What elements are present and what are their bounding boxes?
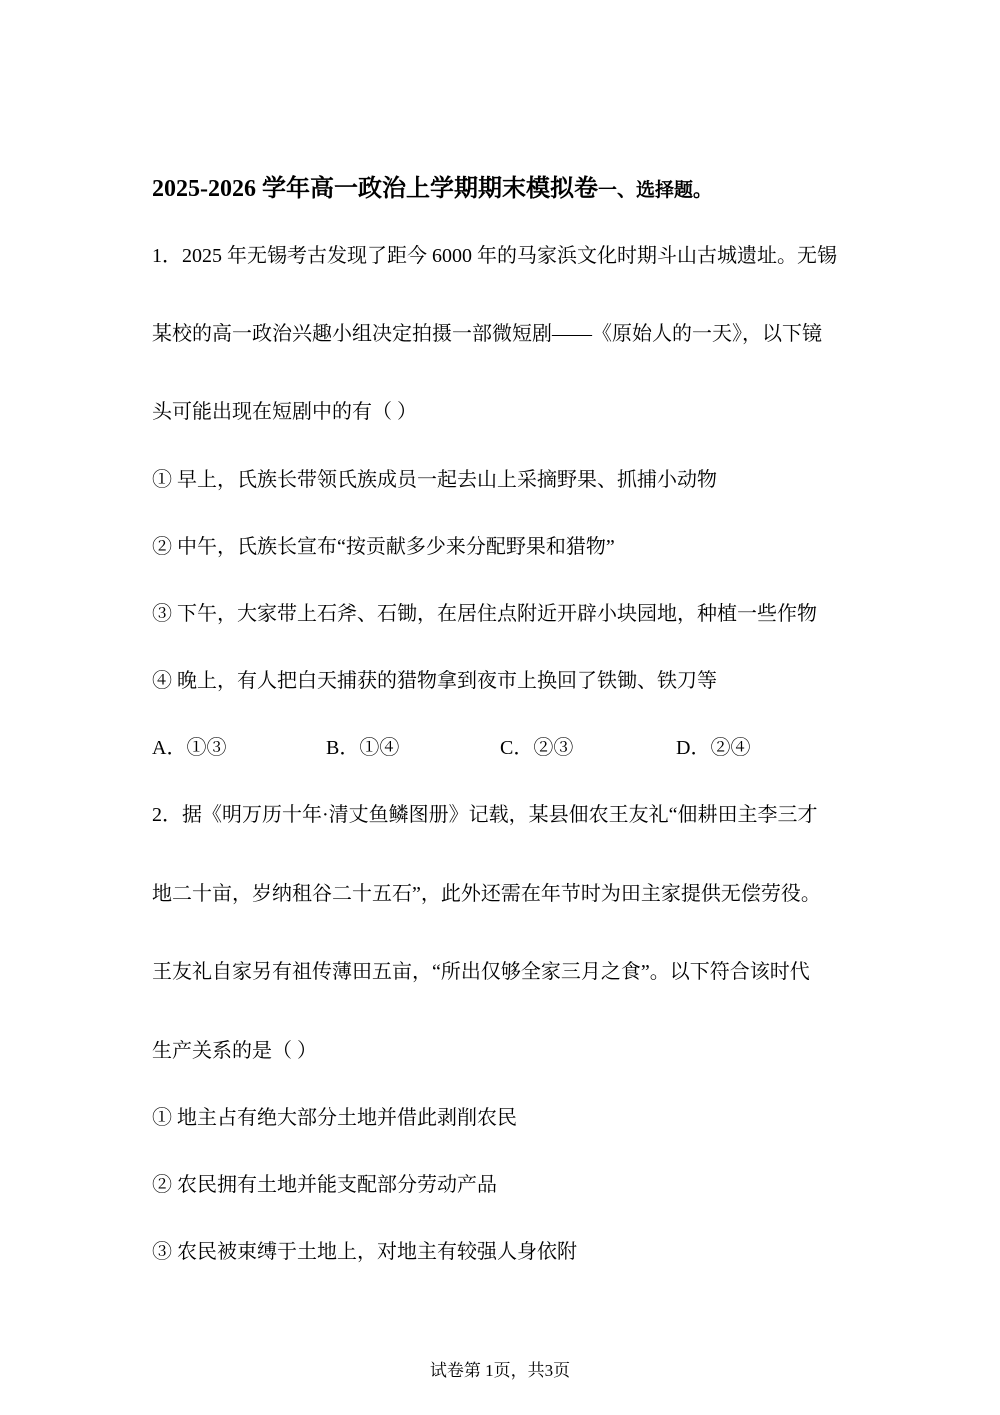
question-1-line-2: 某校的高一政治兴趣小组决定拍摄一部微短剧——《原始人的一天》，以下镜: [152, 323, 822, 345]
question-2-line-1: 2．据《明万历十年·清丈鱼鳞图册》记载，某县佃农王友礼“佃耕田主李三才: [152, 804, 818, 826]
question-2-item-1: ① 地主占有绝大部分土地并借此剥削农民: [152, 1107, 517, 1129]
question-2-item-3: ③ 农民被束缚于土地上，对地主有较强人身依附: [152, 1241, 577, 1263]
question-1-item-1: ① 早上，氏族长带领氏族成员一起去山上采摘野果、抓捕小动物: [152, 469, 717, 491]
option-c: C．②③: [500, 737, 574, 759]
question-2-item-2: ② 农民拥有土地并能支配部分劳动产品: [152, 1174, 497, 1196]
question-1-item-3: ③ 下午，大家带上石斧、石锄，在居住点附近开辟小块园地，种植一些作物: [152, 603, 817, 625]
question-1-item-4: ④ 晚上，有人把白天捕获的猎物拿到夜市上换回了铁锄、铁刀等: [152, 670, 717, 692]
option-a: A．①③: [152, 737, 227, 759]
title-main: 2025-2026 学年高一政治上学期期末模拟卷: [152, 176, 598, 202]
option-d: D．②④: [676, 737, 751, 759]
question-1-item-2: ② 中午，氏族长宣布“按贡献多少来分配野果和猎物”: [152, 536, 615, 558]
question-1-line-1: 1．2025 年无锡考古发现了距今 6000 年的马家浜文化时期斗山古城遗址。无锡: [152, 245, 837, 267]
page-title: [152, 168, 712, 203]
question-1-options: [152, 734, 852, 762]
question-2-line-4: 生产关系的是（ ）: [152, 1040, 317, 1062]
option-b: B．①④: [326, 737, 400, 759]
section-heading: 一、选择题。: [598, 180, 713, 201]
question-1-line-3: 头可能出现在短剧中的有（ ）: [152, 401, 417, 423]
page-footer: 试卷第 1页，共3页: [429, 1361, 571, 1380]
question-2-line-2: 地二十亩，岁纳租谷二十五石”，此外还需在年节时为田主家提供无偿劳役。: [152, 883, 821, 905]
question-2-line-3: 王友礼自家另有祖传薄田五亩，“所出仅够全家三月之食”。以下符合该时代: [152, 961, 810, 983]
